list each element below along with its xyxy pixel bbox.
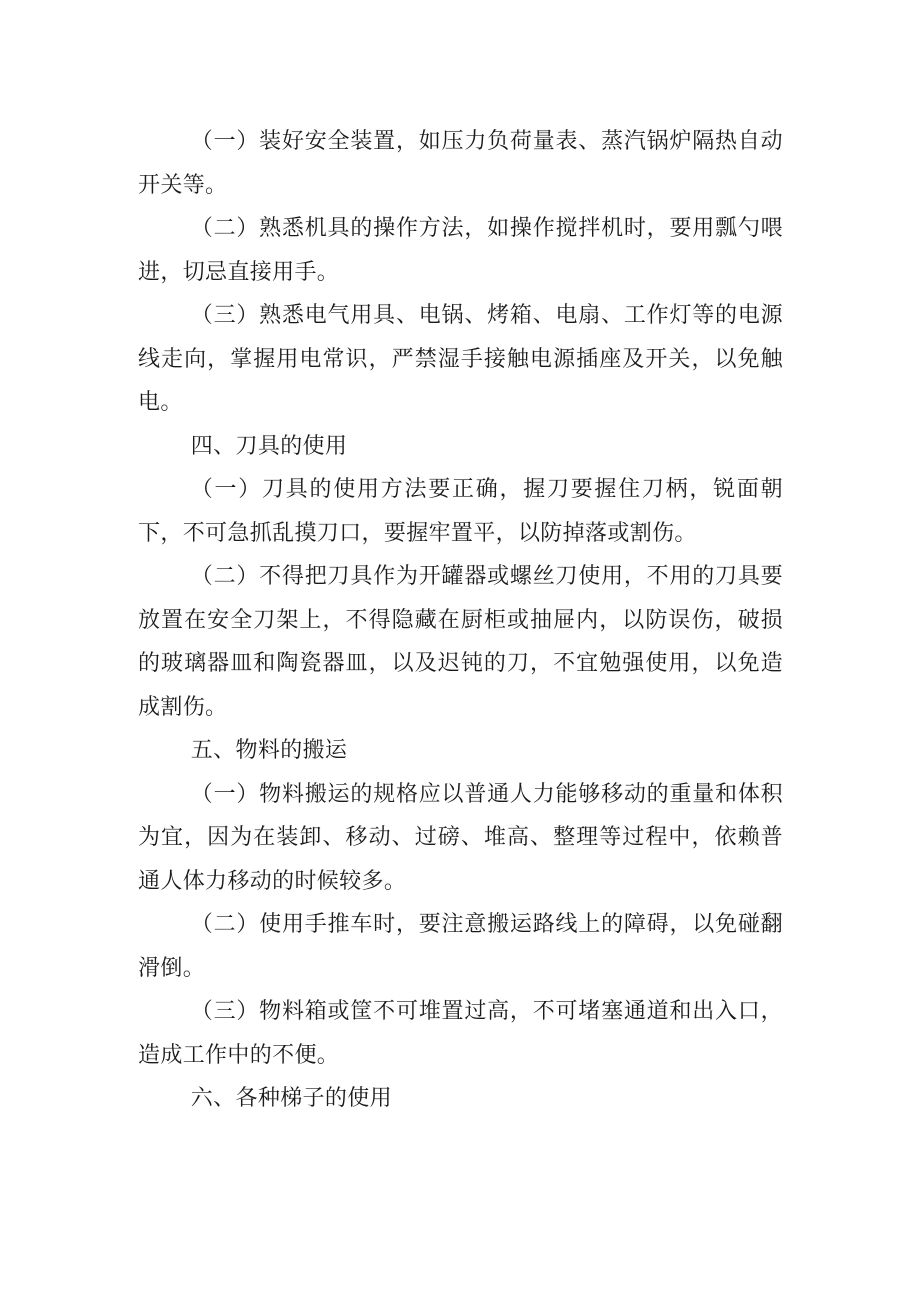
item-machine-operation: （二）熟悉机具的操作方法，如操作搅拌机时，要用瓢勺喂进，切忌直接用手。 [138,216,783,285]
document-body [138,120,783,1121]
section-heading-knives: 四、刀具的使用 [190,433,348,459]
section-heading-ladders: 六、各种梯子的使用 [190,1086,392,1111]
item-electrical-safety: （三）熟悉电气用具、电锅、烤箱、电扇、工作灯等的电源线走向，掌握用电常识，严禁湿手接触电源插座及开关，以免触电。 [138,303,783,415]
item-install-safety-devices: （一）装好安全装置，如压力负荷量表、蒸汽锅炉隔热自动开关等。 [138,129,783,198]
item-stacking: （三）物料箱或筐不可堆置过高，不可堵塞通道和出入口，造成工作中的不便。 [138,999,783,1068]
item-material-spec: （一）物料搬运的规格应以普通人力能够移动的重量和体积为宜，因为在装卸、移动、过磅、堆高、整理等过程中，依赖普通人体力移动的时候较多。 [138,781,783,894]
item-knife-handling: （一）刀具的使用方法要正确，握刀要握住刀柄，锐面朝下，不可急抓乱摸刀口，要握牢置平，以防掉落或割伤。 [138,477,783,546]
item-knife-storage: （二）不得把刀具作为开罐器或螺丝刀使用，不用的刀具要放置在安全刀架上，不得隐藏在厨柜或抽屉内，以防误伤，破损的玻璃器皿和陶瓷器皿，以及迟钝的刀，不宜勉强使用，以免造成割伤。 [138,564,783,720]
section-heading-material-handling: 五、物料的搬运 [190,738,348,763]
item-handcart-use: （二）使用手推车时，要注意搬运路线上的障碍，以免碰翻滑倒。 [138,912,783,981]
